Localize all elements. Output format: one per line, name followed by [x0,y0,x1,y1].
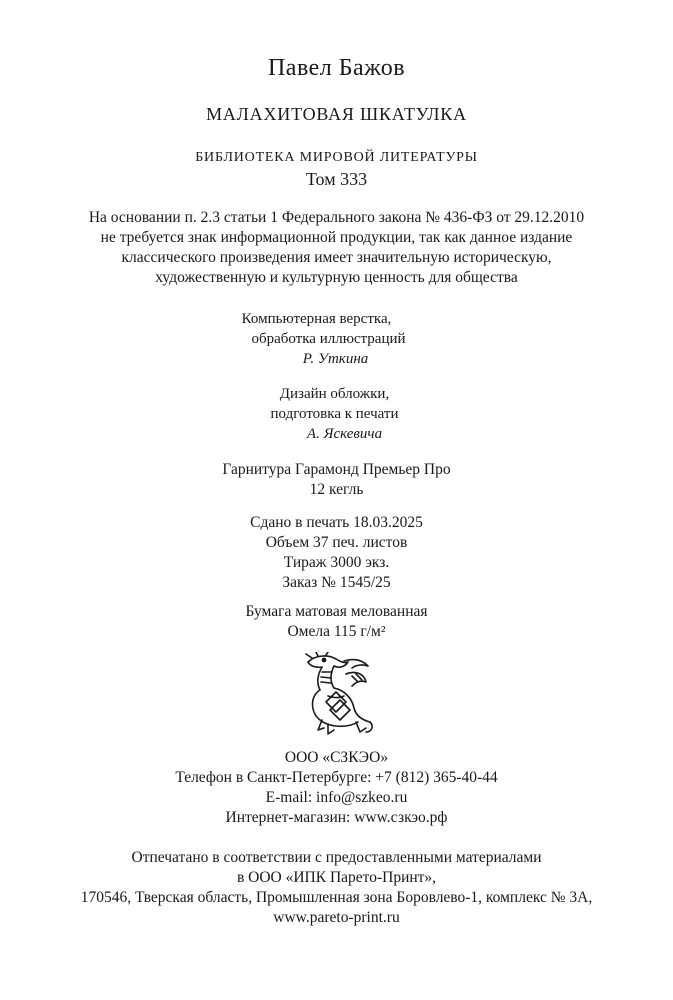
printer-line: 170546, Тверская область, Промышленная зона Боровлево-1, комплекс № 3А, [80,889,593,906]
printer-line: Отпечатано в соответствии с предоставленными материалами [131,849,542,866]
credit-role: Дизайн обложки, [279,386,390,402]
credit-role: обработка иллюстраций [251,331,406,347]
publisher-phone: Телефон в Санкт-Петербурге: +7 (812) 365-40-44 [175,769,498,786]
publisher-info [0,748,673,828]
credit-name: Р. Уткина [302,351,369,367]
credit-cover-design [0,384,673,444]
book-title: МАЛАХИТОВАЯ ШКАТУЛКА [206,104,467,124]
legal-notice-line: не требуется знак информационной продукции, так как данное издание [100,229,573,246]
print-detail-line: Сдано в печать 18.03.2025 [250,514,423,531]
paper-line: Омела 115 г/м² [287,623,386,640]
typesetting-line: 12 кегль [309,481,364,498]
print-details [0,513,673,593]
series-name: БИБЛИОТЕКА МИРОВОЙ ЛИТЕРАТУРЫ [195,150,478,165]
legal-notice-line: классического произведения имеет значительную историческую, [121,249,552,266]
credit-name: А. Яскевича [306,426,383,442]
publisher-shop: Интернет-магазин: www.сзкэо.рф [225,809,448,826]
credit-role: Компьютерная верстка, [241,311,392,327]
legal-notice-line: художественную и культурную ценность для общества [155,269,518,286]
print-detail-line: Заказ № 1545/25 [282,574,391,591]
print-detail-line: Тираж 3000 экз. [283,554,390,571]
printer-info [0,848,673,928]
publisher-email: E-mail: info@szkeo.ru [265,789,408,806]
print-detail-line: Объем 37 печ. листов [265,534,408,551]
paper-line: Бумага матовая мелованная [245,603,428,620]
paper-info [0,602,673,642]
legal-notice-line: На основании п. 2.3 статьи 1 Федерального закона № 436-ФЗ от 29.12.2010 [88,209,585,226]
credit-layout [0,309,673,369]
typesetting-info [0,460,673,500]
dragon-emblem-icon [300,652,376,736]
publisher-name: ООО «СЗКЭО» [284,749,389,766]
credit-role: подготовка к печати [270,406,399,422]
volume-number: Том 333 [305,169,368,189]
author-name: Павел Бажов [267,55,406,81]
printer-line: www.pareto-print.ru [273,909,400,926]
typesetting-line: Гарнитура Гарамонд Премьер Про [222,461,451,478]
legal-notice [0,208,673,288]
printer-line: в ООО «ИПК Парето-Принт», [236,869,437,886]
